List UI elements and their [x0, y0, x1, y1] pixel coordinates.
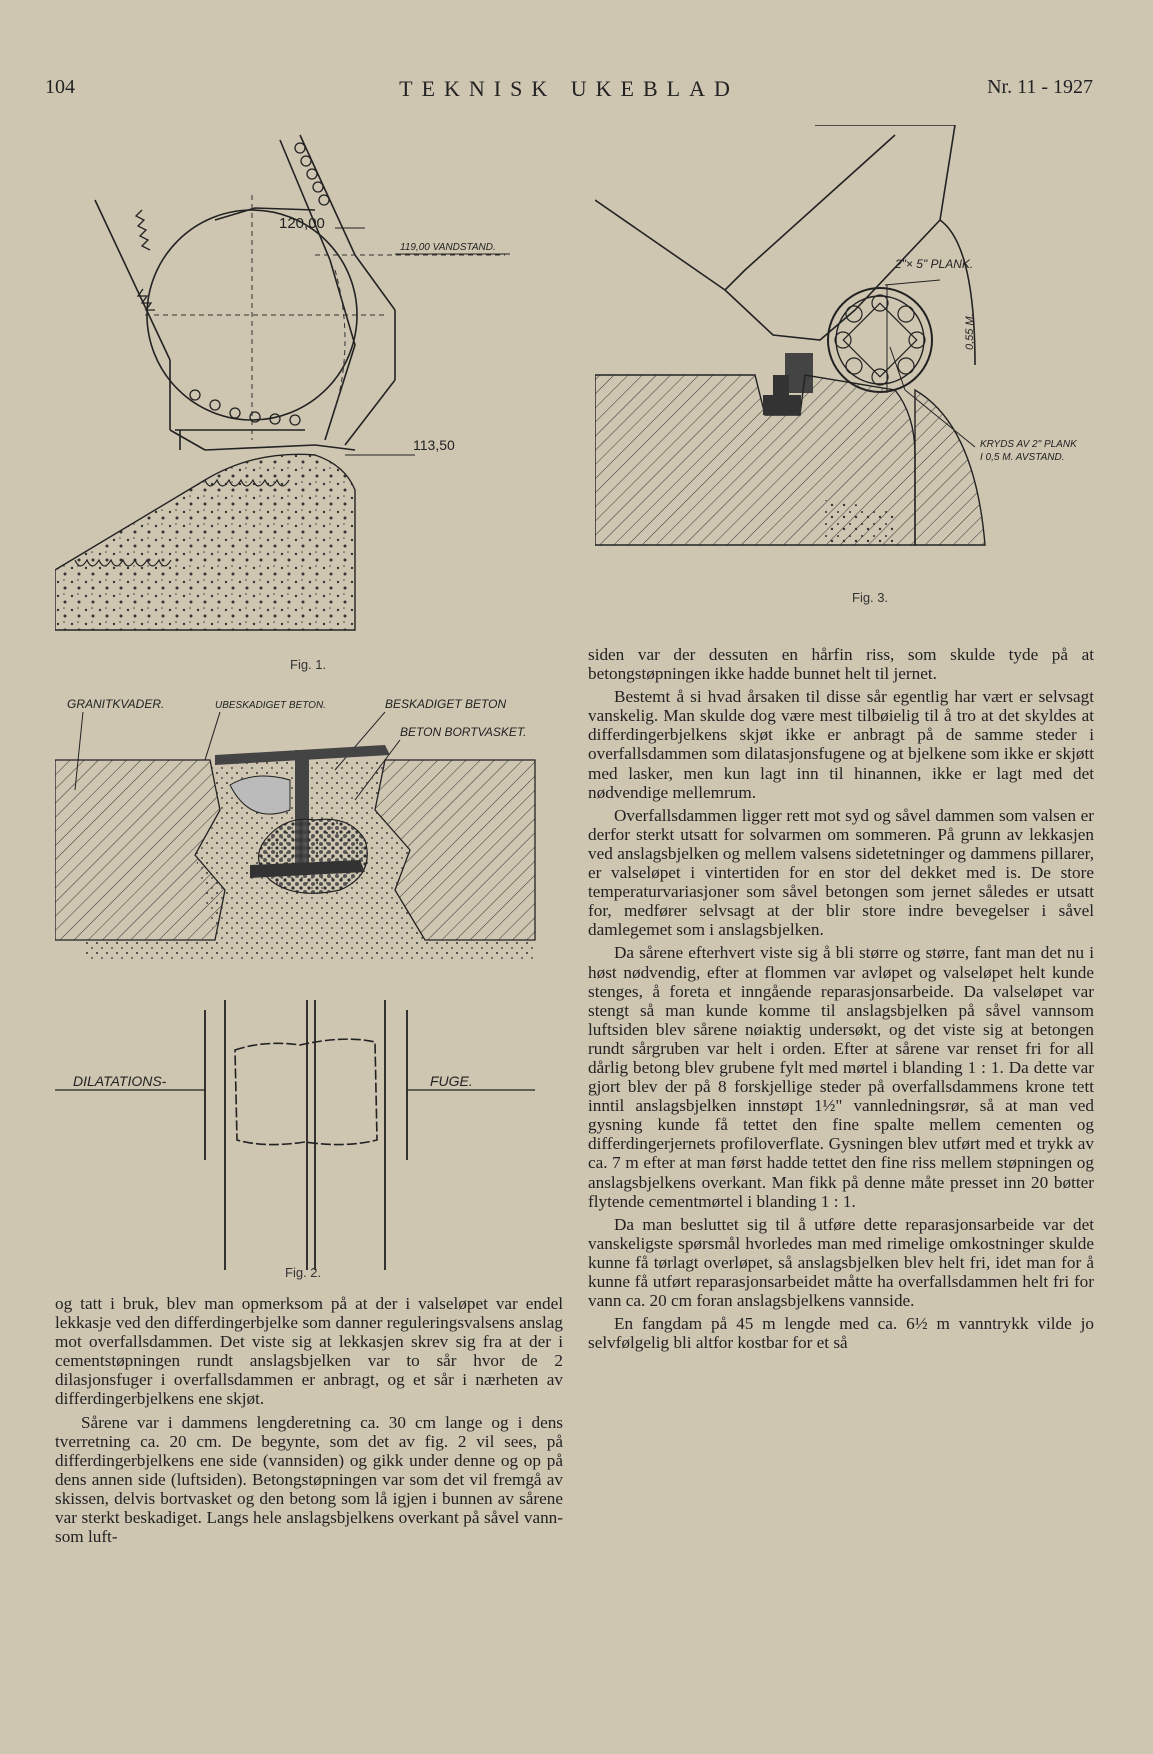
water-level-label: 119,00 VANDSTAND. [400, 242, 496, 253]
right-paragraph: Bestemt å si hvad årsaken til disse sår egentlig har vært er selvsagt vanskelig. Man skulde dog være mest tilbøielig til å tro at det skyldes at differdingerbjelkens skjøt ikke er anbragt på de samme steder i overfallsdammen som dilatasjonsfugene og at bjelkene som ikke er skjøtt med lasker, men kun lagt inn til hinannen, ikke er lagt med det nødvendige mellemrum. [588, 687, 1094, 802]
dimension-label: 0,55 M. [964, 313, 976, 350]
figure-1-drawing [55, 130, 565, 650]
cross-plank-label-2: I 0,5 M. AVSTAND. [980, 452, 1065, 463]
joint-label-right: FUGE. [430, 1073, 473, 1089]
left-paragraph: og tatt i bruk, blev man opmerksom på at der i valseløpet var endel lekkasje ved den differdingerbjelke som danner reguleringsvalsens anslag mot overfallsdammen. Det viste sig at lekkasjen skrev sig fra at der i cementstøpningen rundt anslagsbjelken var to sår hvor de 2 dilasjonsfuger i overfallsdammen er anbragt, og et sår i nærheten av differdingerbjelkens ene skjøt. [55, 1294, 563, 1409]
page-header [45, 76, 1093, 106]
right-text-column [588, 645, 1094, 1356]
plank-label: 2"× 5" PLANK. [895, 257, 974, 271]
right-paragraph: Overfallsdammen ligger rett mot syd og såvel dammen som valsen er derfor sterkt utsatt for solvarmen om sommeren. På grunn av lekkasjen ved anslagsbjelken og mellem valsens sidetetninger og dammens pillarer, er valseløpet i vintertiden for en stor del dekket med is. De store temperaturvariasjoner som såvel betongen som jernet således er utsatt for, medfører selvsagt at der blir store indre bevegelser i såvel damlegemet som i anslagsbjelken. [588, 805, 1094, 940]
issue-number: Nr. 11 - 1927 [987, 76, 1093, 98]
undamaged-concrete-label: UBESKADIGET BETON. [215, 700, 326, 711]
figure-2-joint-damage [55, 690, 555, 1270]
damaged-concrete-label: BESKADIGET BETON [385, 697, 507, 711]
figure-3-drawing [595, 125, 1115, 580]
figure-2-drawing [55, 690, 555, 1270]
figure-1-roller-gate [55, 130, 565, 650]
granite-label: GRANITKVADER. [67, 697, 165, 711]
figure-3-repair-detail [595, 125, 1115, 580]
figure-1-caption: Fig. 1. [290, 657, 327, 672]
right-paragraph: Da man besluttet sig til å utføre dette reparasjonsarbeide var det vanskeligste spørsmål hvorledes man med rimelige omkostninger skulde kunne få tørlagt overløpet, så anslagsbjelken blev helt fri, idet man for å kunne få utført reparasjonsarbeidet måtte ha overfallsdammen helt fri for vann ca. 20 cm foran anslagsbjelkens vannside. [588, 1214, 1094, 1311]
left-paragraph: Sårene var i dammens lengderetning ca. 30 cm lange og i dens tverretning ca. 20 cm. De begynte, som det av fig. 2 vil sees, på differdingerbjelkens ene side (vannsiden) og gikk under denne og op på dens annen side (luftsiden). Betongstøpningen var som det vil fremgå av skissen, delvis bortvasket og den betong som lå igjen i bunnen av sårene var sterkt beskadiget. Langs hele anslagsbjelkens overkant på såvel vann- som luft- [55, 1412, 563, 1547]
page-number: 104 [45, 76, 75, 98]
washed-concrete-label: BETON BORTVASKET. [400, 725, 527, 739]
right-paragraph: siden var der dessuten en hårfin riss, som skulde tyde på at betongstøpningen ikke hadde bunnet helt til jernet. [588, 645, 1094, 684]
figure-3-caption: Fig. 3. [852, 590, 889, 605]
figure-2-caption: Fig. 2. [285, 1265, 322, 1280]
cross-plank-label-1: KRYDS AV 2" PLANK [980, 439, 1077, 450]
level-113-label: 113,50 [413, 437, 455, 453]
right-paragraph: En fangdam på 45 m lengde med ca. 6½ m vanntrykk vilde jo selvfølgelig bli altfor kostbar for et så [588, 1314, 1094, 1353]
level-120-label: 120,00 [279, 215, 325, 232]
left-text-column [55, 1294, 563, 1550]
journal-title: TEKNISK UKEBLAD [399, 76, 739, 101]
joint-label-left: DILATATIONS- [73, 1073, 167, 1089]
right-paragraph: Da sårene efterhvert viste sig å bli større og større, fant man det nu i høst nødvendig, efter at flommen var avløpet og valseløpet helt kunde stenges, å foreta et inngående reparasjonsarbeide. Da valseløpet var stengt så man kunde komme til anslagsbjelken på såvel vannsom luftsiden blev sårene nøiaktig undersøkt, og det viste sig at betongen rundt sårgruben var helt i orden. Efter at sårene var renset fri for all dårlig betong blev grubene fylt med mørtel i blanding 1 : 1. Da dette var gjort blev der på 8 forskjellige steder på overfallsdammens krone tett inntil anslagsbjelken innstøpt 1½" vannledningsrør, så at man ved gysning kunde få tettet den fine spalte mellem cementen og differdingerjernets profiloverflate. Gysningen blev utført med et trykk av ca. 7 m efter at man først hadde tettet den fine riss mellem støpningen og anslagsbjelkens overkant. Man fikk på denne måte presset inn 20 bøtter flytende cementmørtel i blanding 1 : 1. [588, 943, 1094, 1211]
